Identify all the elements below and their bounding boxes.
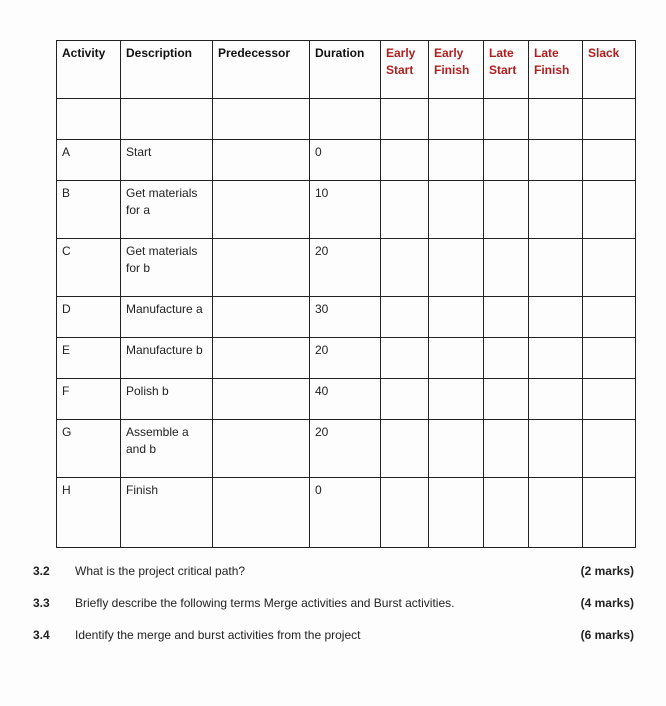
header-row bbox=[57, 41, 636, 99]
early-finish-cell bbox=[429, 297, 484, 338]
activity-cell: G bbox=[57, 420, 121, 478]
predecessor-cell bbox=[213, 239, 310, 297]
late-start-cell bbox=[484, 99, 529, 140]
duration-cell: 20 bbox=[310, 420, 381, 478]
header-early-finish: Early Finish bbox=[429, 41, 484, 99]
table-row bbox=[57, 239, 636, 297]
question-3-2 bbox=[0, 564, 666, 582]
early-start-cell bbox=[381, 420, 429, 478]
table-row bbox=[57, 478, 636, 548]
late-finish-cell bbox=[529, 239, 583, 297]
duration-cell: 0 bbox=[310, 478, 381, 548]
slack-cell bbox=[583, 99, 636, 140]
late-finish-cell bbox=[529, 420, 583, 478]
early-start-cell bbox=[381, 140, 429, 181]
table-row bbox=[57, 338, 636, 379]
predecessor-cell bbox=[213, 379, 310, 420]
predecessor-cell bbox=[213, 297, 310, 338]
slack-cell bbox=[583, 140, 636, 181]
header-late-finish: Late Finish bbox=[529, 41, 583, 99]
predecessor-cell bbox=[213, 99, 310, 140]
late-start-cell bbox=[484, 420, 529, 478]
predecessor-cell bbox=[213, 181, 310, 239]
early-start-cell bbox=[381, 181, 429, 239]
description-cell: Get materials for b bbox=[121, 239, 213, 297]
predecessor-cell bbox=[213, 338, 310, 379]
early-start-cell bbox=[381, 478, 429, 548]
description-cell: Manufacture b bbox=[121, 338, 213, 379]
slack-cell bbox=[583, 297, 636, 338]
table-row bbox=[57, 297, 636, 338]
table-row bbox=[57, 181, 636, 239]
header-predecessor: Predecessor bbox=[213, 41, 310, 99]
early-start-cell bbox=[381, 338, 429, 379]
late-finish-cell bbox=[529, 181, 583, 239]
header-duration: Duration bbox=[310, 41, 381, 99]
predecessor-cell bbox=[213, 478, 310, 548]
slack-cell bbox=[583, 239, 636, 297]
header-early-start: Early Start bbox=[381, 41, 429, 99]
predecessor-cell bbox=[213, 420, 310, 478]
table-row bbox=[57, 379, 636, 420]
duration-cell: 20 bbox=[310, 338, 381, 379]
question-text: Identify the merge and burst activities from the project bbox=[75, 628, 361, 642]
late-finish-cell bbox=[529, 99, 583, 140]
duration-cell: 40 bbox=[310, 379, 381, 420]
description-cell: Get materials for a bbox=[121, 181, 213, 239]
duration-cell: 30 bbox=[310, 297, 381, 338]
early-finish-cell bbox=[429, 99, 484, 140]
late-finish-cell bbox=[529, 478, 583, 548]
slack-cell bbox=[583, 181, 636, 239]
activity-cell: D bbox=[57, 297, 121, 338]
activity-cell: B bbox=[57, 181, 121, 239]
table-row bbox=[57, 420, 636, 478]
header-description: Description bbox=[121, 41, 213, 99]
late-start-cell bbox=[484, 338, 529, 379]
early-finish-cell bbox=[429, 181, 484, 239]
early-finish-cell bbox=[429, 140, 484, 181]
slack-cell bbox=[583, 478, 636, 548]
question-number: 3.4 bbox=[33, 628, 50, 642]
activity-cell: E bbox=[57, 338, 121, 379]
early-start-cell bbox=[381, 239, 429, 297]
table-row bbox=[57, 140, 636, 181]
duration-cell: 10 bbox=[310, 181, 381, 239]
activity-cell: H bbox=[57, 478, 121, 548]
description-cell: Start bbox=[121, 140, 213, 181]
late-start-cell bbox=[484, 379, 529, 420]
late-finish-cell bbox=[529, 140, 583, 181]
early-finish-cell bbox=[429, 420, 484, 478]
duration-cell: 0 bbox=[310, 140, 381, 181]
header-activity: Activity bbox=[57, 41, 121, 99]
description-cell: Finish bbox=[121, 478, 213, 548]
question-text: What is the project critical path? bbox=[75, 564, 246, 578]
question-text: Briefly describe the following terms Merge activities and Burst activities. bbox=[75, 596, 455, 610]
early-finish-cell bbox=[429, 478, 484, 548]
description-cell: Manufacture a bbox=[121, 297, 213, 338]
late-start-cell bbox=[484, 239, 529, 297]
activity-table bbox=[56, 40, 636, 548]
question-number: 3.2 bbox=[33, 564, 50, 578]
header-slack: Slack bbox=[583, 41, 636, 99]
description-cell: Polish b bbox=[121, 379, 213, 420]
predecessor-cell bbox=[213, 140, 310, 181]
duration-cell bbox=[310, 99, 381, 140]
activity-cell: C bbox=[57, 239, 121, 297]
late-start-cell bbox=[484, 140, 529, 181]
early-start-cell bbox=[381, 379, 429, 420]
late-start-cell bbox=[484, 478, 529, 548]
question-3-4 bbox=[0, 628, 666, 646]
table-row bbox=[57, 99, 636, 140]
activity-cell bbox=[57, 99, 121, 140]
late-start-cell bbox=[484, 181, 529, 239]
late-start-cell bbox=[484, 297, 529, 338]
early-start-cell bbox=[381, 297, 429, 338]
slack-cell bbox=[583, 420, 636, 478]
question-marks: (6 marks) bbox=[580, 628, 634, 642]
early-finish-cell bbox=[429, 239, 484, 297]
slack-cell bbox=[583, 338, 636, 379]
description-cell: Assemble a and b bbox=[121, 420, 213, 478]
early-finish-cell bbox=[429, 338, 484, 379]
late-finish-cell bbox=[529, 338, 583, 379]
late-finish-cell bbox=[529, 379, 583, 420]
activity-cell: F bbox=[57, 379, 121, 420]
header-late-start: Late Start bbox=[484, 41, 529, 99]
slack-cell bbox=[583, 379, 636, 420]
question-3-3 bbox=[0, 596, 666, 614]
early-finish-cell bbox=[429, 379, 484, 420]
duration-cell: 20 bbox=[310, 239, 381, 297]
activity-cell: A bbox=[57, 140, 121, 181]
early-start-cell bbox=[381, 99, 429, 140]
question-marks: (2 marks) bbox=[580, 564, 634, 578]
question-number: 3.3 bbox=[33, 596, 50, 610]
late-finish-cell bbox=[529, 297, 583, 338]
description-cell bbox=[121, 99, 213, 140]
question-marks: (4 marks) bbox=[580, 596, 634, 610]
